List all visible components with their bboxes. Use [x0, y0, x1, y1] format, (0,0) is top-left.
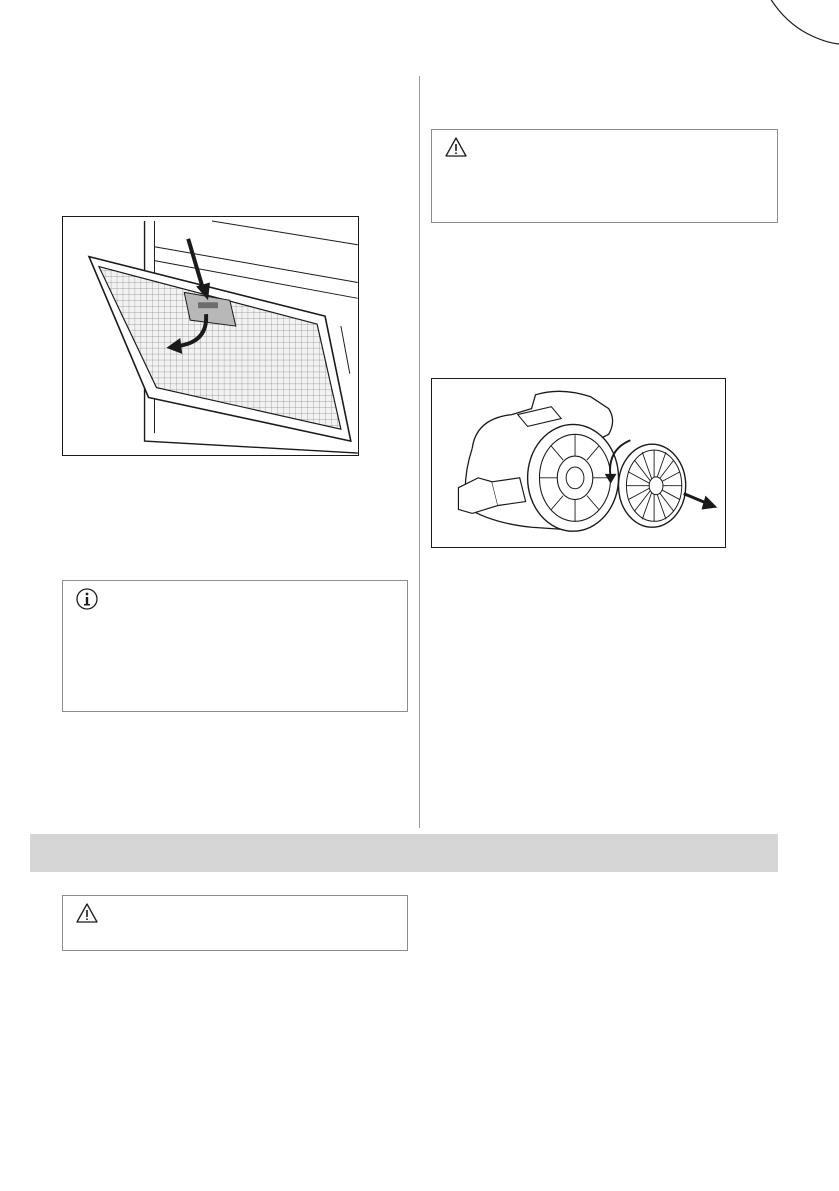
grease-filter-illustration	[63, 217, 358, 455]
section-heading-bar	[30, 834, 778, 872]
warning-triangle-icon	[444, 136, 468, 158]
page-corner-mark	[0, 0, 839, 60]
charcoal-filter-illustration	[432, 379, 725, 547]
warning-note-box-bottom	[62, 895, 408, 951]
charcoal-filter-figure	[431, 378, 726, 548]
column-divider	[419, 76, 420, 828]
grease-filter-figure	[62, 216, 359, 456]
info-note-box	[62, 580, 408, 712]
warning-note-box-top	[431, 129, 778, 223]
warning-triangle-icon	[75, 902, 99, 924]
info-circle-icon	[75, 587, 99, 611]
